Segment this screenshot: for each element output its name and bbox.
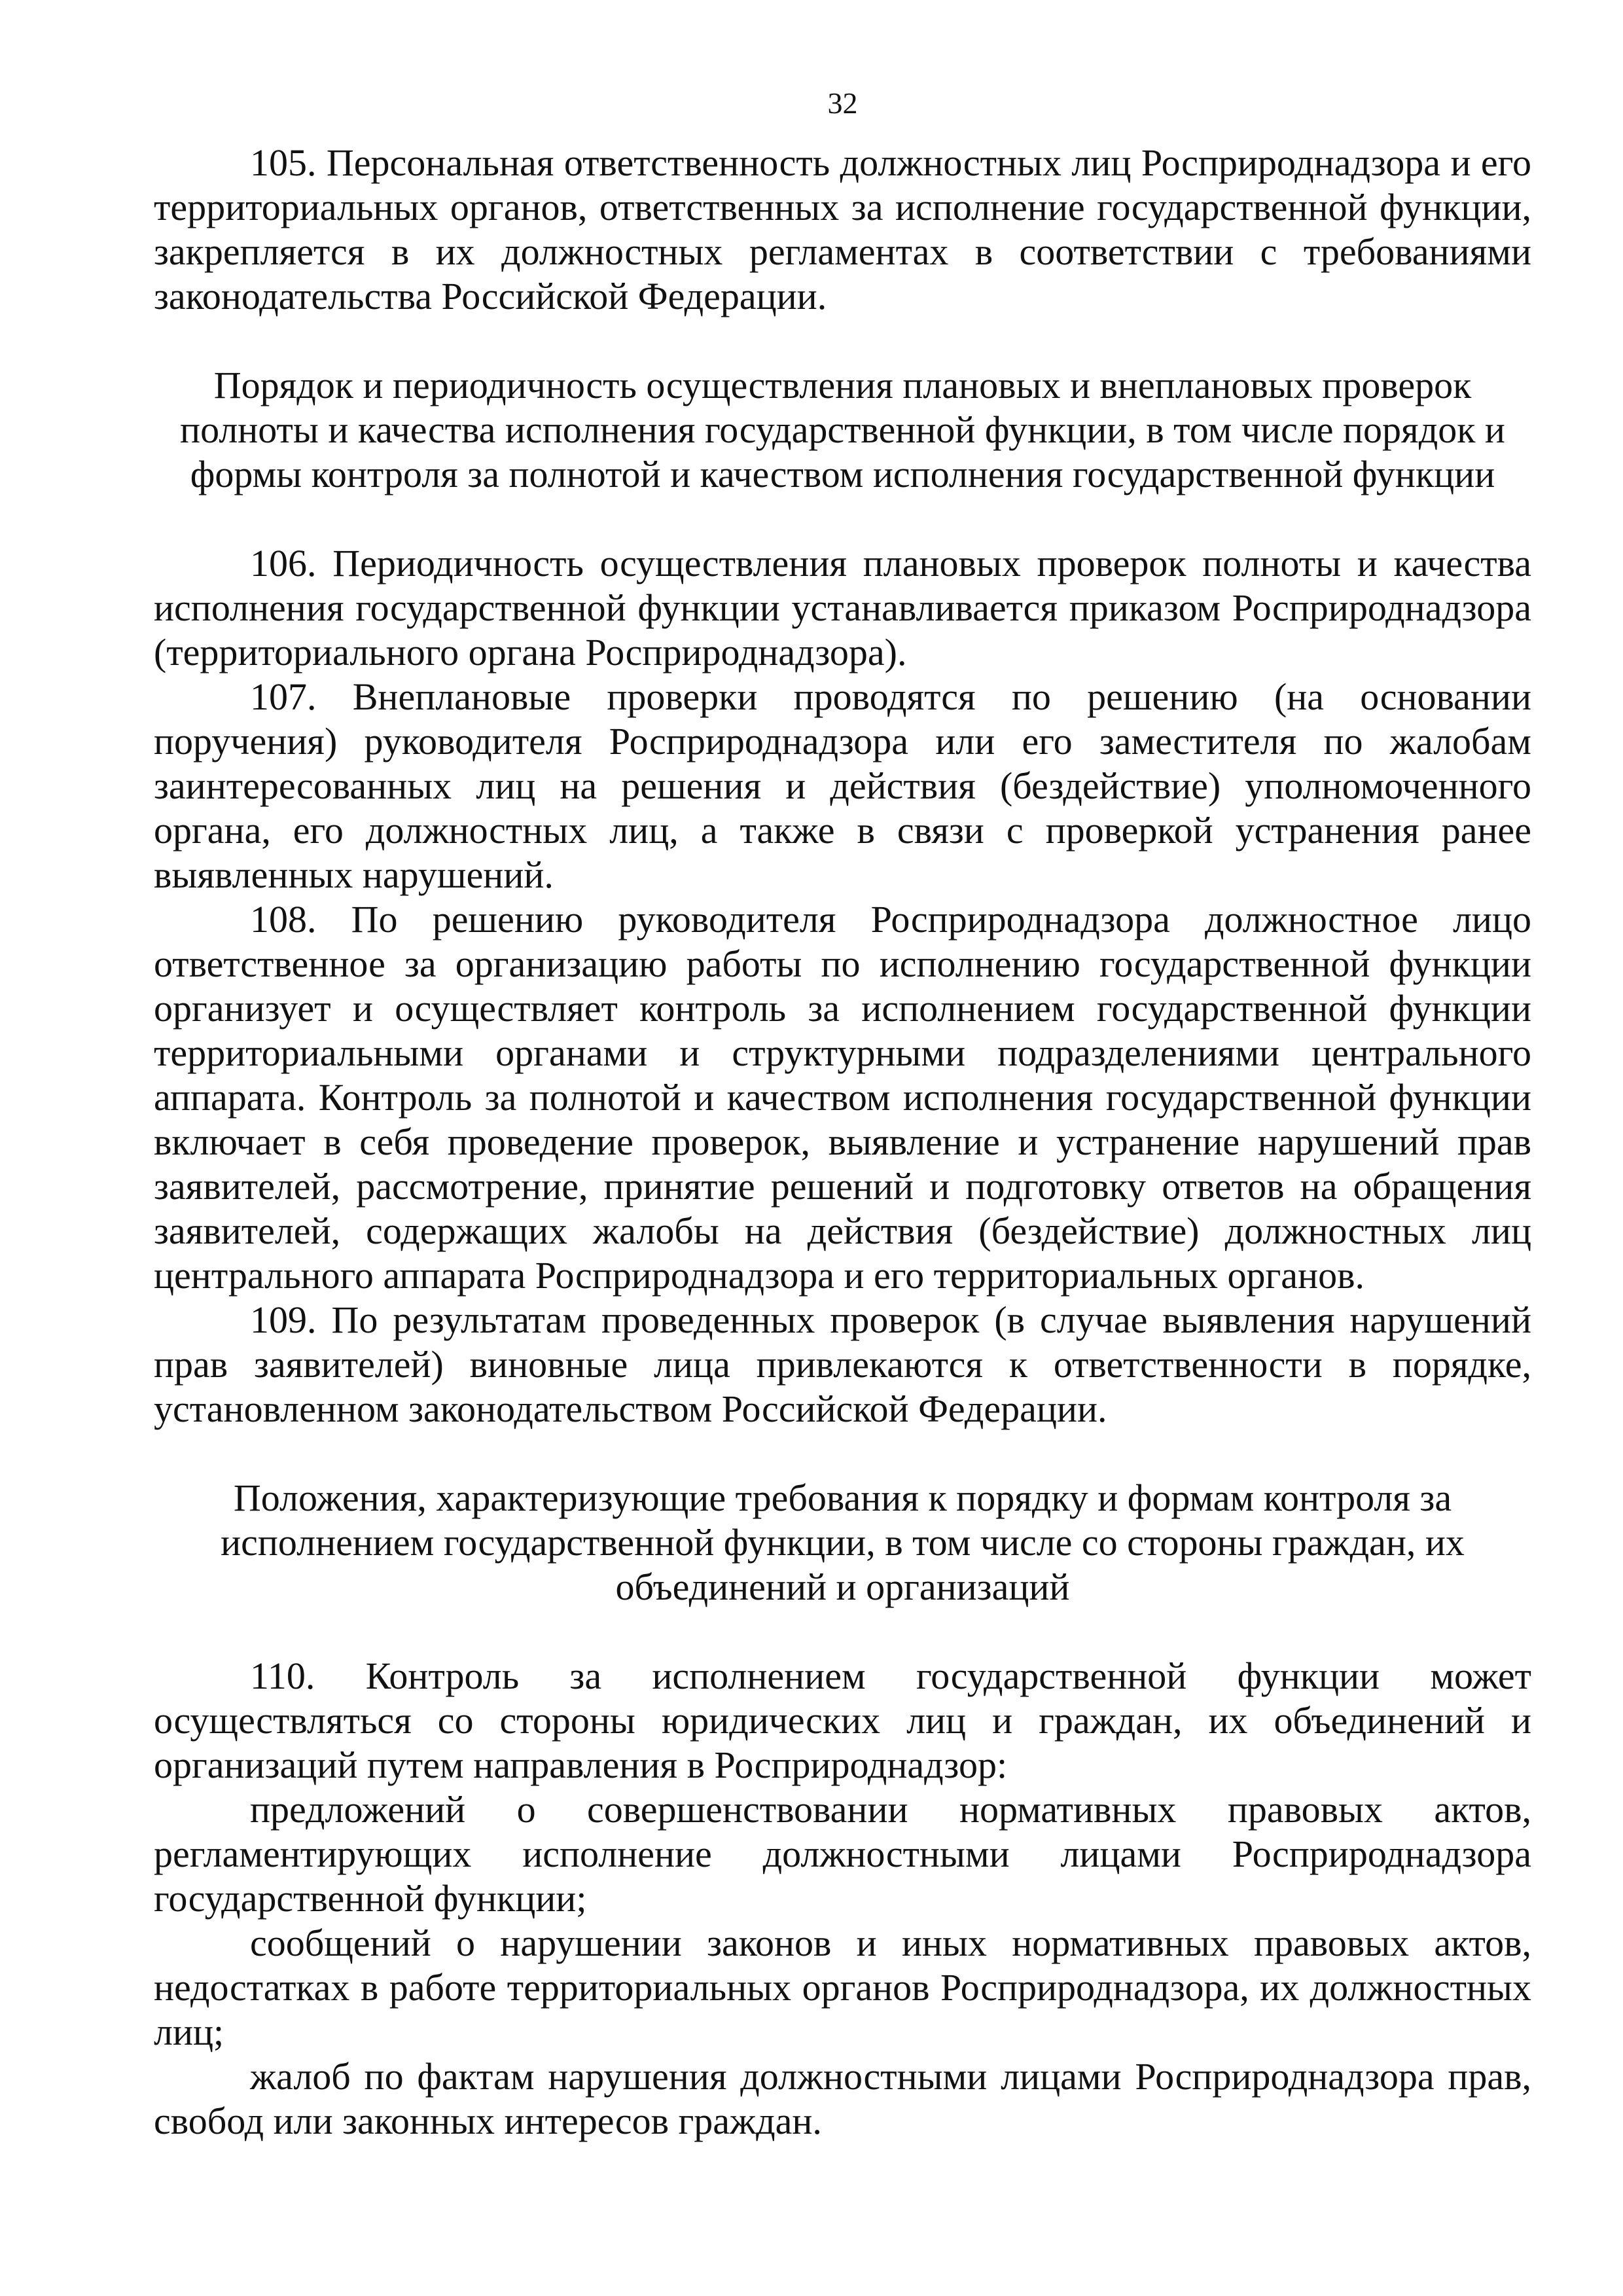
- paragraph-109: 109. По результатам проведенных проверок (в случае выявления нарушений прав заявителей) виновные лица привлекаются к ответственности в порядке, установленном законодательством Российской Федерации.: [154, 1299, 1531, 1430]
- page-number: 32: [827, 86, 858, 120]
- paragraph-106: 106. Периодичность осуществления плановых проверок полноты и качества исполнения государственной функции устанавливается приказом Росприроднадзора (территориального органа Росприроднадзора).: [154, 542, 1531, 673]
- paragraph-108: 108. По решению руководителя Росприроднадзора должностное лицо ответственное за организацию работы по исполнению государственной функции организует и осуществляет контроль за исполнением государственной функции территориальными органами и структурными подразделениями центрального аппарата. Контроль за полнотой и качеством исполнения государственной функции включает в себя проведение проверок, выявление и устранение нарушений прав заявителей, рассмотрение, принятие решений и подготовку ответов на обращения заявителей, содержащих жалобы на действия (бездействие) должностных лиц центрального аппарата Росприроднадзора и его территориальных органов.: [154, 898, 1531, 1297]
- list-item-reports: сообщений о нарушении законов и иных нормативных правовых актов, недостатках в работе территориальных органов Росприроднадзора, их должностных лиц;: [154, 1922, 1531, 2053]
- paragraph-105: 105. Персональная ответственность должностных лиц Росприроднадзора и его территориальных органов, ответственных за исполнение государственной функции, закрепляется в их должностных регламентах в соответствии с требованиями законодательства Российской Федерации.: [154, 141, 1531, 317]
- paragraph-110: 110. Контроль за исполнением государственной функции может осуществляться со стороны юридических лиц и граждан, их объединений и организаций путем направления в Росприроднадзор:: [154, 1655, 1531, 1786]
- section-heading-inspections: Порядок и периодичность осуществления плановых и внеплановых проверок полноты и качества исполнения государственной функции, в том числе порядок и формы контроля за полнотой и качеством исполнения государственной функции: [180, 364, 1505, 495]
- list-item-complaints: жалоб по фактам нарушения должностными лицами Росприроднадзора прав, свобод или законных интересов граждан.: [154, 2055, 1531, 2142]
- document-page: [154, 0, 1531, 2296]
- list-item-proposals: предложений о совершенствовании нормативных правовых актов, регламентирующих исполнение должностными лицами Росприроднадзора государственной функции;: [154, 1788, 1531, 1920]
- section-heading-public-control: Положения, характеризующие требования к порядку и формам контроля за исполнением государственной функции, в том числе со стороны граждан, их объединений и организаций: [221, 1477, 1465, 1608]
- paragraph-107: 107. Внеплановые проверки проводятся по решению (на основании поручения) руководителя Росприроднадзора или его заместителя по жалобам заинтересованных лиц на решения и действия (бездействие) уполномоченного органа, его должностных лиц, а также в связи с проверкой устранения ранее выявленных нарушений.: [154, 675, 1531, 896]
- document-body: [154, 141, 1531, 2144]
